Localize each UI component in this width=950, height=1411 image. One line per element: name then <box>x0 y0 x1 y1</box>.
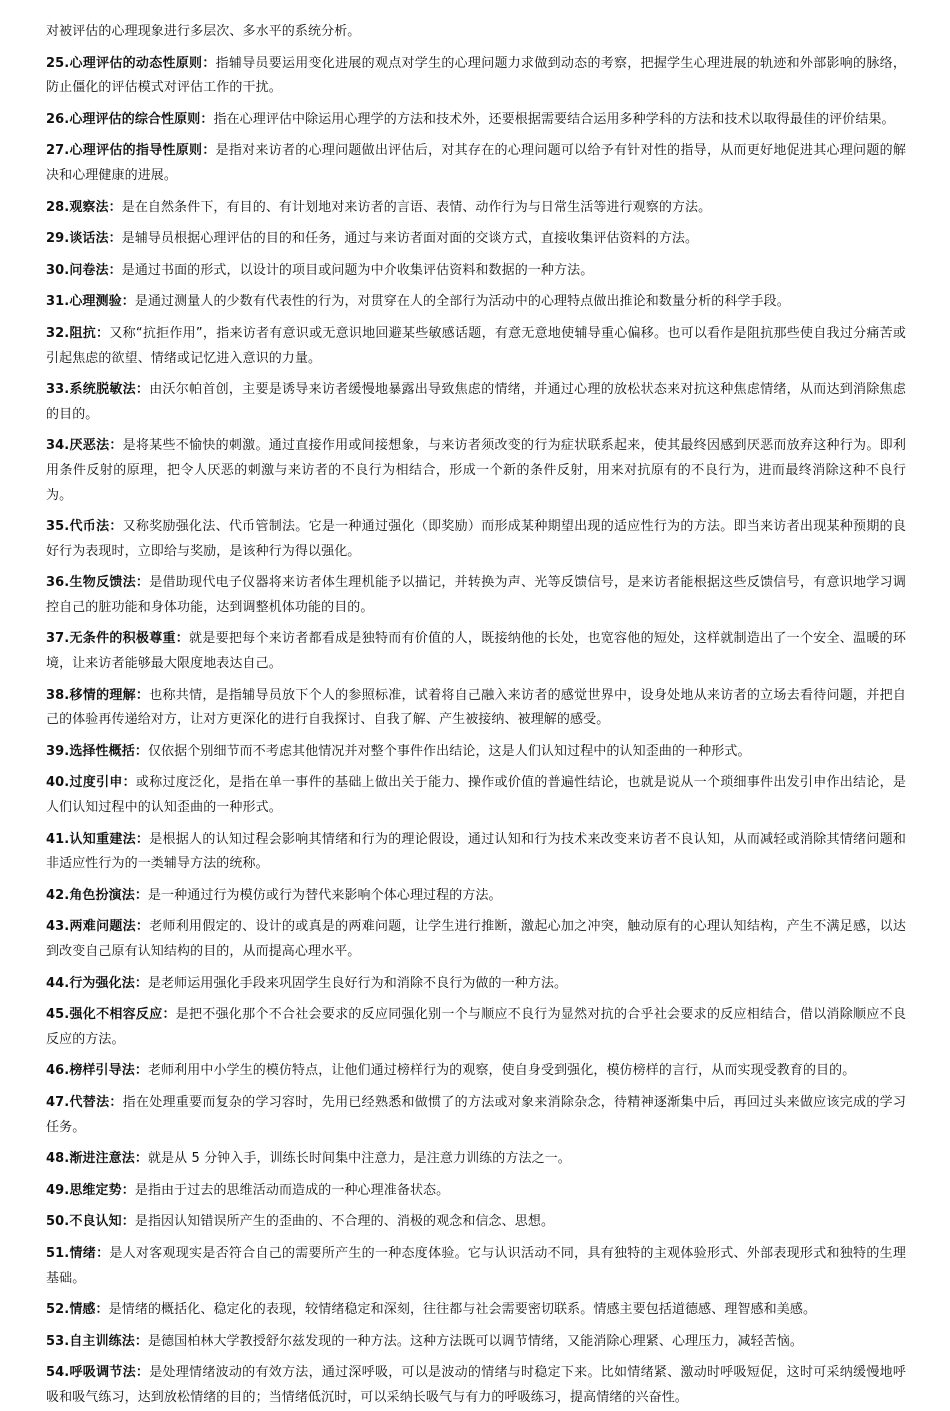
entry-definition: 是辅导员根据心理评估的目的和任务，通过与来访者面对面的交谈方式，直接收集评估资料的方法。 <box>121 231 699 247</box>
entry-definition: 是指因认知错误所产生的歪曲的、不合理的、消极的观念和信念、思想。 <box>134 1214 555 1230</box>
entry-definition: 仅依据个别细节而不考虑其他情况并对整个事件作出结论，这是人们认知过程中的认知歪曲的一种形式。 <box>147 743 751 759</box>
entry-definition: 指在心理评估中除运用心理学的方法和技术外，还要根据需要结合运用多种学科的方法和技术以取得最佳的评价结果。 <box>213 111 895 127</box>
entry-term: 41.认知重建法： <box>46 831 150 847</box>
entry-definition: 就是从 5 分钟入手，训练长时间集中注意力，是注意力训练的方法之一。 <box>147 1151 571 1167</box>
entry-definition: 由沃尔帕首创，主要是诱导来访者缓慢地暴露出导致焦虑的情绪，并通过心理的放松状态来对抗这种焦虑情绪，从而达到消除焦虑的目的。 <box>46 382 907 422</box>
definition-entry <box>46 684 906 733</box>
definition-entry <box>46 1330 906 1355</box>
definition-entry <box>46 1361 906 1410</box>
definition-entry <box>46 828 906 877</box>
entry-definition: 是人对客观现实是否符合自己的需要所产生的一种态度体验。它与认识活动不同，具有独特的主观体验形式、外部表现形式和独特的生理基础。 <box>46 1245 906 1286</box>
entry-term: 30.问卷法： <box>46 262 122 278</box>
entry-definition: 是根据人的认知过程会影响其情绪和行为的理论假设，通过认知和行为技术来改变来访者不良认知，从而减轻或消除其情绪问题和非适应性行为的一类辅导方法的统称。 <box>46 831 907 872</box>
entry-term: 35.代币法： <box>46 519 123 535</box>
definition-entry <box>46 1003 906 1052</box>
entry-term: 44.行为强化法： <box>46 975 148 991</box>
entry-definition: 老师利用假定的、设计的或真是的两难问题，让学生进行推断，激起心加之冲突，触动原有的心理认知结构，产生不满足感，以达到改变自己原有认知结构的目的，从而提高心理水平。 <box>46 919 907 959</box>
entry-term: 43.两难问题法： <box>46 919 150 935</box>
definition-entry <box>46 196 906 221</box>
entry-definition: 是在自然条件下，有目的、有计划地对来访者的言语、表情、动作行为与日常生活等进行观察的方法。 <box>121 199 712 215</box>
definition-entry <box>46 915 906 964</box>
entry-term: 49.思维定势： <box>46 1182 135 1198</box>
entry-definition: 是把不强化那个不合社会要求的反应同强化别一个与顺应不良行为显然对抗的合乎社会要求的反应相结合，借以消除顺应不良反应的方法。 <box>46 1007 906 1047</box>
definition-entry <box>46 571 906 620</box>
entry-definition: 是通过书面的形式，以设计的项目或问题为中介收集评估资料和数据的一种方法。 <box>121 262 594 278</box>
definition-entry <box>46 227 906 252</box>
entry-definition: 是老师运用强化手段来巩固学生良好行为和消除不良行为做的一种方法。 <box>147 975 568 991</box>
entry-definition: 或称过度泛化，是指在单一事件的基础上做出关于能力、操作或价值的普遍性结论，也就是说从一个琐细事件出发引申作出结论，是人们认知过程中的认知歪曲的一种形式。 <box>46 775 906 816</box>
entry-term: 53.自主训练法： <box>46 1333 148 1349</box>
entry-definition: 是借助现代电子仪器将来访者体生理机能予以描记，并转换为声、光等反馈信号，是来访者能根据这些反馈信号，有意识地学习调控自己的脏功能和身体功能，达到调整机体功能的目的。 <box>46 575 907 615</box>
entry-term: 34.厌恶法： <box>46 438 123 454</box>
entry-definition: 是将某些不愉快的刺激。通过直接作用或间接想象，与来访者须改变的行为症状联系起来，使其最终因感到厌恶而放弃这种行为。即利用条件反射的原理，把令人厌恶的刺激与来访者的不良行为相结合，形成一个新的条件反射，用来对抗原有的不良行为，进而最终消除这种不良行为。 <box>46 438 906 503</box>
entry-term: 50.不良认知： <box>46 1214 135 1230</box>
entry-term: 45.强化不相容反应： <box>46 1007 176 1023</box>
entry-definition: 是一种通过行为模仿或行为替代来影响个体心理过程的方法。 <box>147 887 502 903</box>
definition-entry <box>46 139 906 188</box>
definition-entry <box>46 1210 906 1235</box>
definition-entry <box>46 259 906 284</box>
entry-definition: 指在处理重要而复杂的学习容时，先用已经熟悉和做惯了的方法或对象来消除杂念，待精神逐渐集中后，再回过头来做应该完成的学习任务。 <box>46 1094 906 1135</box>
entry-term: 37.无条件的积极尊重： <box>46 631 190 647</box>
entry-definition: 是德国柏林大学教授舒尔兹发现的一种方法。这种方法既可以调节情绪，又能消除心理紧、心理压力，减轻苦恼。 <box>147 1333 803 1349</box>
definition-entry <box>46 1091 906 1140</box>
entry-definition: 是通过测量人的少数有代表性的行为，对贯穿在人的全部行为活动中的心理特点做出推论和数量分析的科学手段。 <box>134 294 790 310</box>
entry-term: 25.心理评估的动态性原则： <box>46 55 216 71</box>
entry-term: 28.观察法： <box>46 199 122 215</box>
entry-term: 26.心理评估的综合性原则： <box>46 111 214 127</box>
entry-definition: 又称“抗拒作用”，指来访者有意识或无意识地回避某些敏感话题，有意无意地使辅导重心偏移。也可以看作是阻抗那些使自我过分痛苦或引起焦虑的欲望、情绪或记忆进入意识的力量。 <box>46 325 906 366</box>
definition-entry <box>46 108 906 133</box>
entry-term: 32.阻抗： <box>46 325 110 341</box>
definition-entry <box>46 322 906 371</box>
definition-entry <box>46 1059 906 1084</box>
intro-paragraph: 对被评估的心理现象进行多层次、多水平的系统分析。 <box>46 24 361 39</box>
definition-entry <box>46 52 906 101</box>
definition-entry <box>46 771 906 820</box>
entry-definition: 是指对来访者的心理问题做出评估后，对其存在的心理问题可以给予有针对性的指导，从而更好地促进其心理问题的解决和心理健康的进展。 <box>46 143 906 183</box>
entry-definition: 就是要把每个来访者都看成是独特而有价值的人，既接纳他的长处，也宽容他的短处，这样就制造出了一个安全、温暖的环境，让来访者能够最大限度地表达自己。 <box>46 631 907 672</box>
entry-definition: 是指由于过去的思维活动而造成的一种心理准备状态。 <box>134 1182 450 1198</box>
definition-entry <box>46 627 906 676</box>
entry-definition: 是处理情绪波动的有效方法，通过深呼吸，可以是波动的情绪与时稳定下来。比如情绪紧、激动时呼吸短促，这时可采纳缓慢地呼吸和吸气练习，达到放松情绪的目的；当情绪低沉时，可以采纳长吸气与有力的呼吸练习，提高情绪的兴奋性。 <box>46 1365 907 1405</box>
entry-term: 48.渐进注意法： <box>46 1151 148 1167</box>
entry-definition: 又称奖励强化法、代币管制法。它是一种通过强化（即奖励）而形成某种期望出现的适应性行为的方法。即当来访者出现某种预期的良好行为表现时，立即给与奖励，是该种行为得以强化。 <box>46 519 906 559</box>
entry-definition: 也称共情，是指辅导员放下个人的参照标准，试着将自己融入来访者的感觉世界中，设身处地从来访者的立场去看待问题，并把自己的体验再传递给对方，让对方更深化的进行自我探讨、自我了解、产生被接纳、被理解的感受。 <box>46 687 907 728</box>
definition-entry <box>46 884 906 909</box>
entry-definition: 是情绪的概括化、稳定化的表现，较情绪稳定和深刻，往往都与社会需要密切联系。情感主要包括道德感、理智感和美感。 <box>108 1302 817 1318</box>
entry-term: 39.选择性概括： <box>46 743 148 759</box>
entry-term: 52.情感： <box>46 1302 109 1318</box>
entry-term: 42.角色扮演法： <box>46 887 148 903</box>
entry-term: 40.过度引申： <box>46 775 136 791</box>
entry-term: 31.心理测验： <box>46 294 135 310</box>
entry-term: 46.榜样引导法： <box>46 1063 148 1079</box>
entry-term: 33.系统脱敏法： <box>46 382 150 398</box>
definition-entry <box>46 378 906 427</box>
definition-entry <box>46 1298 906 1323</box>
definition-entry <box>46 740 906 765</box>
definition-list <box>46 52 906 1411</box>
entry-term: 47.代替法： <box>46 1094 123 1110</box>
entry-term: 54.呼吸调节法： <box>46 1365 150 1381</box>
entry-term: 38.移情的理解： <box>46 687 150 703</box>
definition-entry <box>46 972 906 997</box>
definition-entry <box>46 290 906 315</box>
entry-term: 27.心理评估的指导性原则： <box>46 143 216 159</box>
definition-entry <box>46 1242 906 1291</box>
entry-definition: 老师利用中小学生的模仿特点，让他们通过榜样行为的观察，使自身受到强化，模仿榜样的言行，从而实现受教育的目的。 <box>147 1063 856 1079</box>
entry-term: 29.谈话法： <box>46 231 122 247</box>
entry-term: 36.生物反馈法： <box>46 575 150 591</box>
definition-entry <box>46 1179 906 1204</box>
definition-entry <box>46 515 906 564</box>
entry-definition: 指辅导员要运用变化进展的观点对学生的心理问题力求做到动态的考察，把握学生心理进展的轨迹和外部影响的脉络，防止僵化的评估模式对评估工作的干扰。 <box>46 55 906 96</box>
definition-entry <box>46 434 906 508</box>
definition-entry <box>46 1147 906 1172</box>
entry-term: 51.情绪： <box>46 1245 110 1261</box>
